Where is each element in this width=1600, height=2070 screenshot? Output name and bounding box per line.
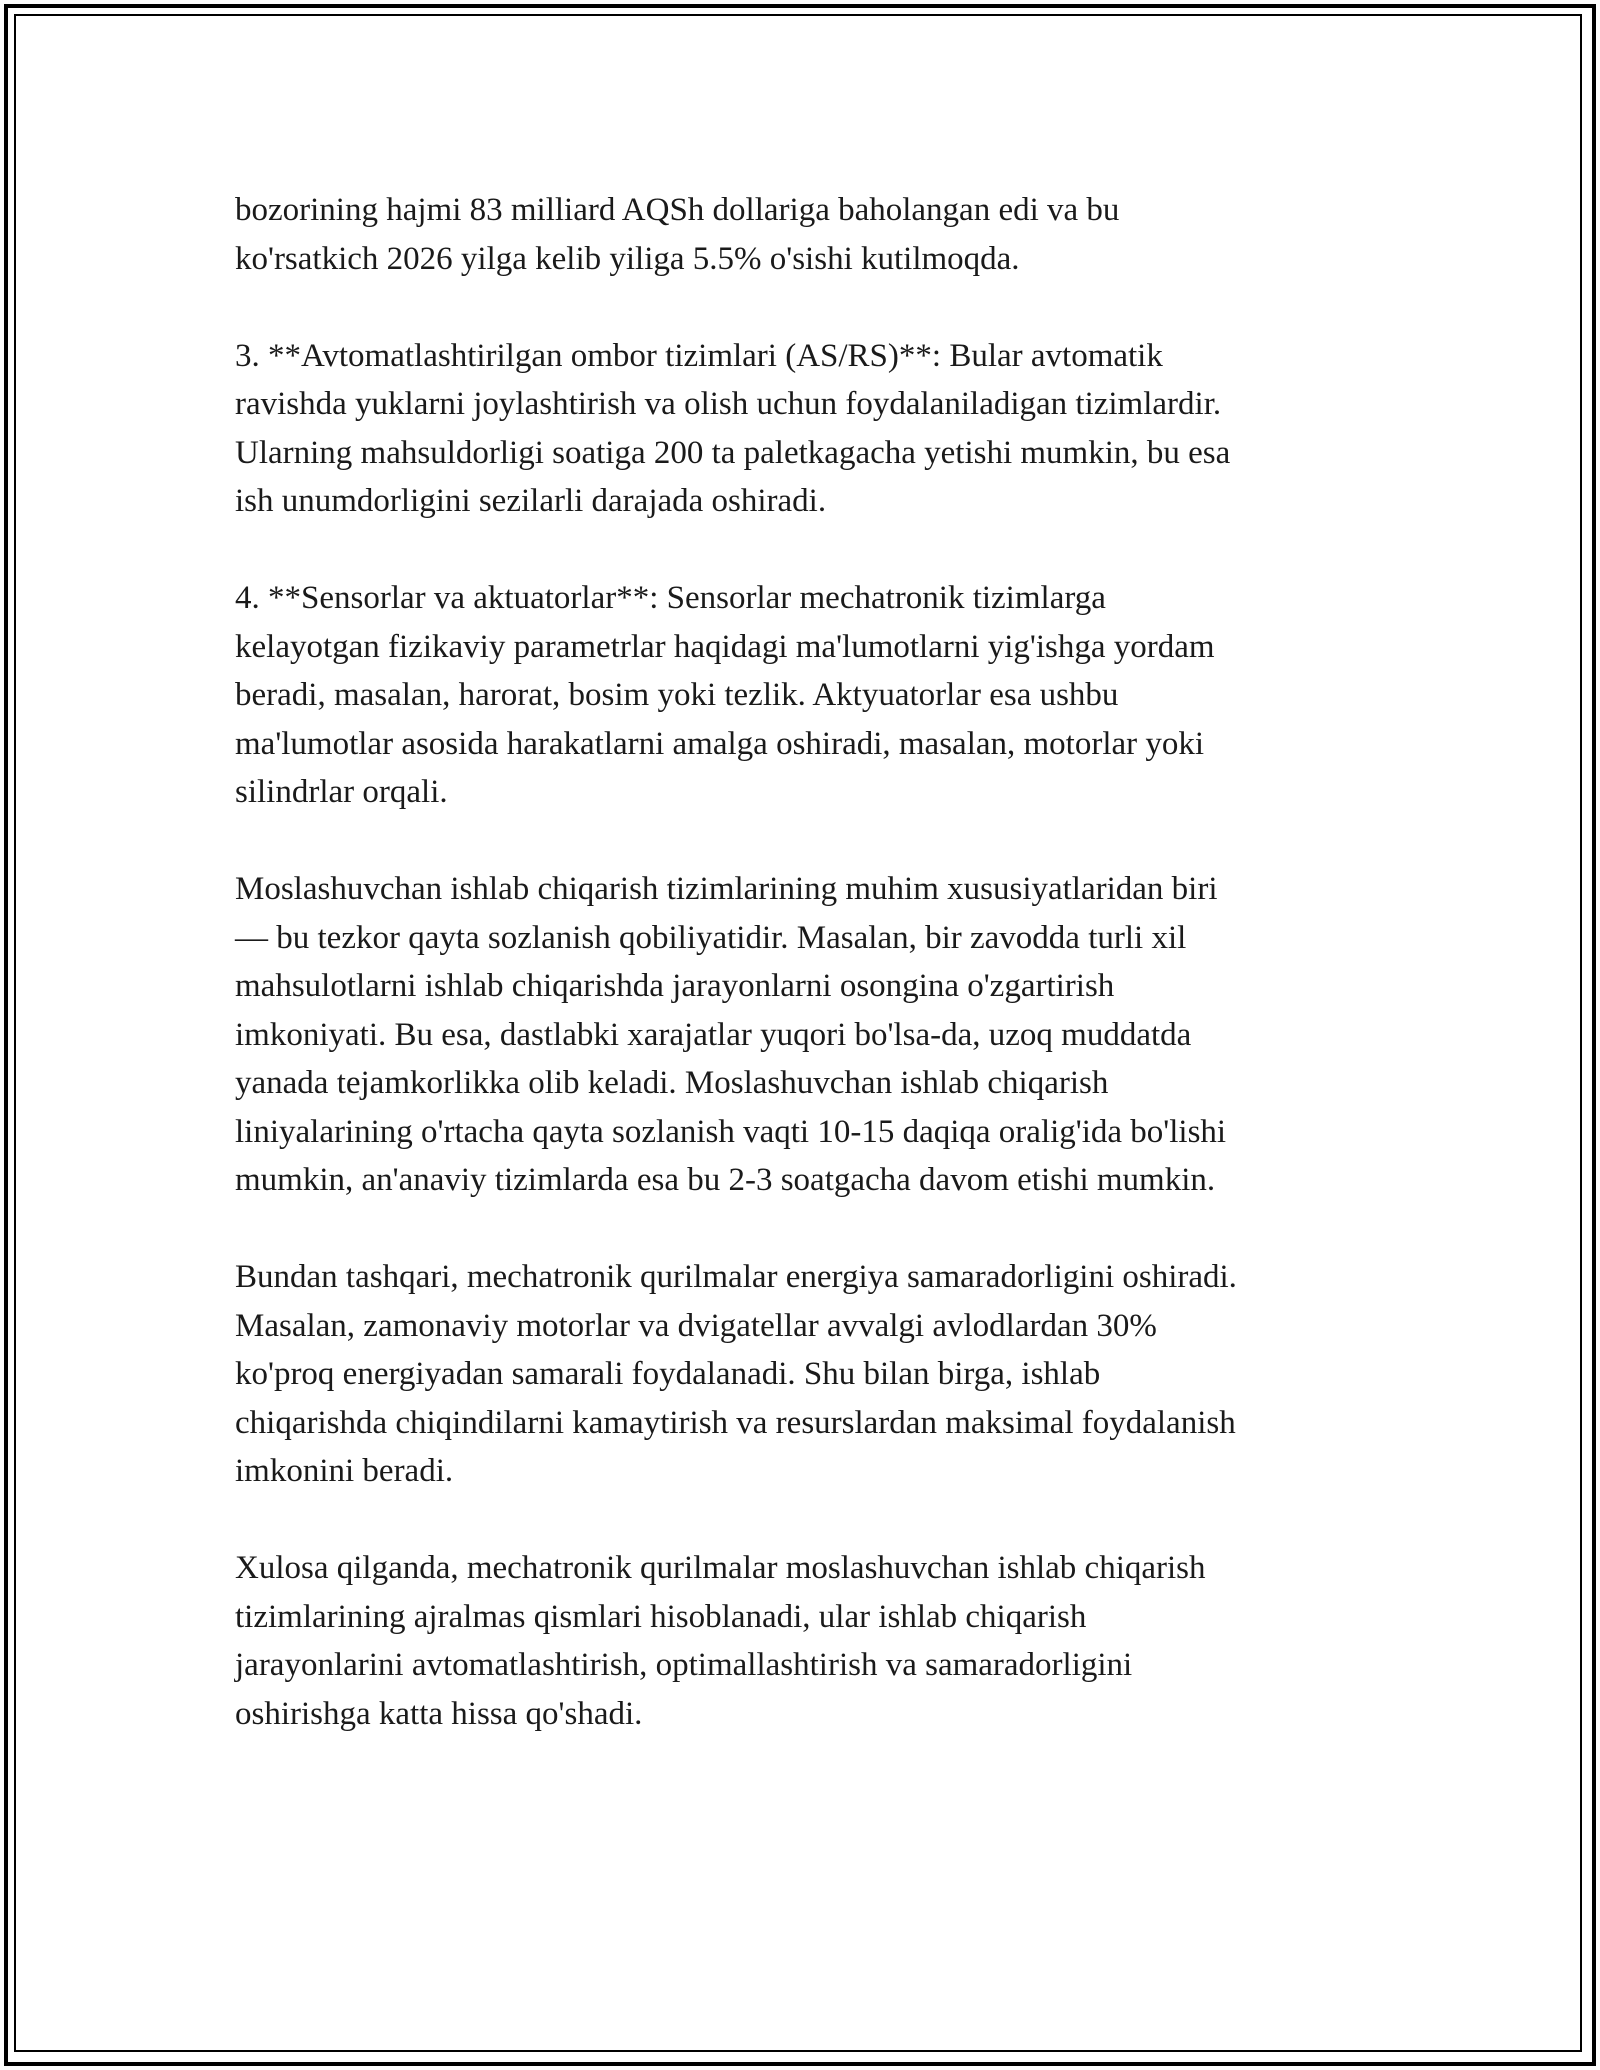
paragraph-conclusion: Xulosa qilganda, mechatronik qurilmalar moslashuvchan ishlab chiqarish tizimlarining ajralmas qismlari hisoblanadi, ular ishlab chiqarish jarayonlarini avtomatlashtirish, optimallashtirish va samaradorligini oshirishga katta hissa qo'shadi. — [235, 1550, 1206, 1732]
paragraph-market-size: bozorining hajmi 83 milliard AQSh dollariga baholangan edi va bu ko'rsatkich 2026 yilga kelib yiliga 5.5% o'sishi kutilmoqda. — [235, 192, 1120, 277]
paragraph-energy-efficiency: Bundan tashqari, mechatronik qurilmalar energiya samaradorligini oshiradi. Masalan, zamonaviy motorlar va dvigatellar avvalgi avlodlardan 30% ko'proq energiyadan samarali foydalanadi. Shu bilan birga, ishlab chiqarishda chiqindilarni kamaytirish va resurslardan maksimal foydalanish imkonini beradi. — [235, 1259, 1237, 1489]
paragraph-reconfiguration: Moslashuvchan ishlab chiqarish tizimlarining muhim xususiyatlaridan biri — bu tezkor qayta sozlanish qobiliyatidir. Masalan, bir zavodda turli xil mahsulotlarni ishlab chiqarishda jarayonlarni osongina o'zgartirish imkoniyati. Bu esa, dastlabki xarajatlar yuqori bo'lsa-da, uzoq muddatda yanada tejamkorlikka olib keladi. Moslashuvchan ishlab chiqarish liniyalarining o'rtacha qayta sozlanish vaqti 10-15 daqiqa oralig'ida bo'lishi mumkin, an'anaviy tizimlarda esa bu 2-3 soatgacha davom etishi mumkin. — [235, 871, 1227, 1198]
paragraph-sensors-actuators: 4. **Sensorlar va aktuatorlar**: Sensorlar mechatronik tizimlarga kelayotgan fizikaviy parametrlar haqidagi ma'lumotlarni yig'ishga yordam beradi, masalan, harorat, bosim yoki tezlik. Aktyuatorlar esa ushbu ma'lumotlar asosida harakatlarni amalga oshiradi, masalan, motorlar yoki silindrlar orqali. — [235, 580, 1215, 810]
paragraph-asrs: 3. **Avtomatlashtirilgan ombor tizimlari (AS/RS)**: Bular avtomatik ravishda yuklarni joylashtirish va olish uchun foydalaniladigan tizimlardir. Ularning mahsuldorligi soatiga 200 ta paletkagacha yetishi mumkin, bu esa ish unumdorligini sezilarli darajada oshiradi. — [235, 337, 1231, 519]
document-body — [235, 186, 1365, 1787]
